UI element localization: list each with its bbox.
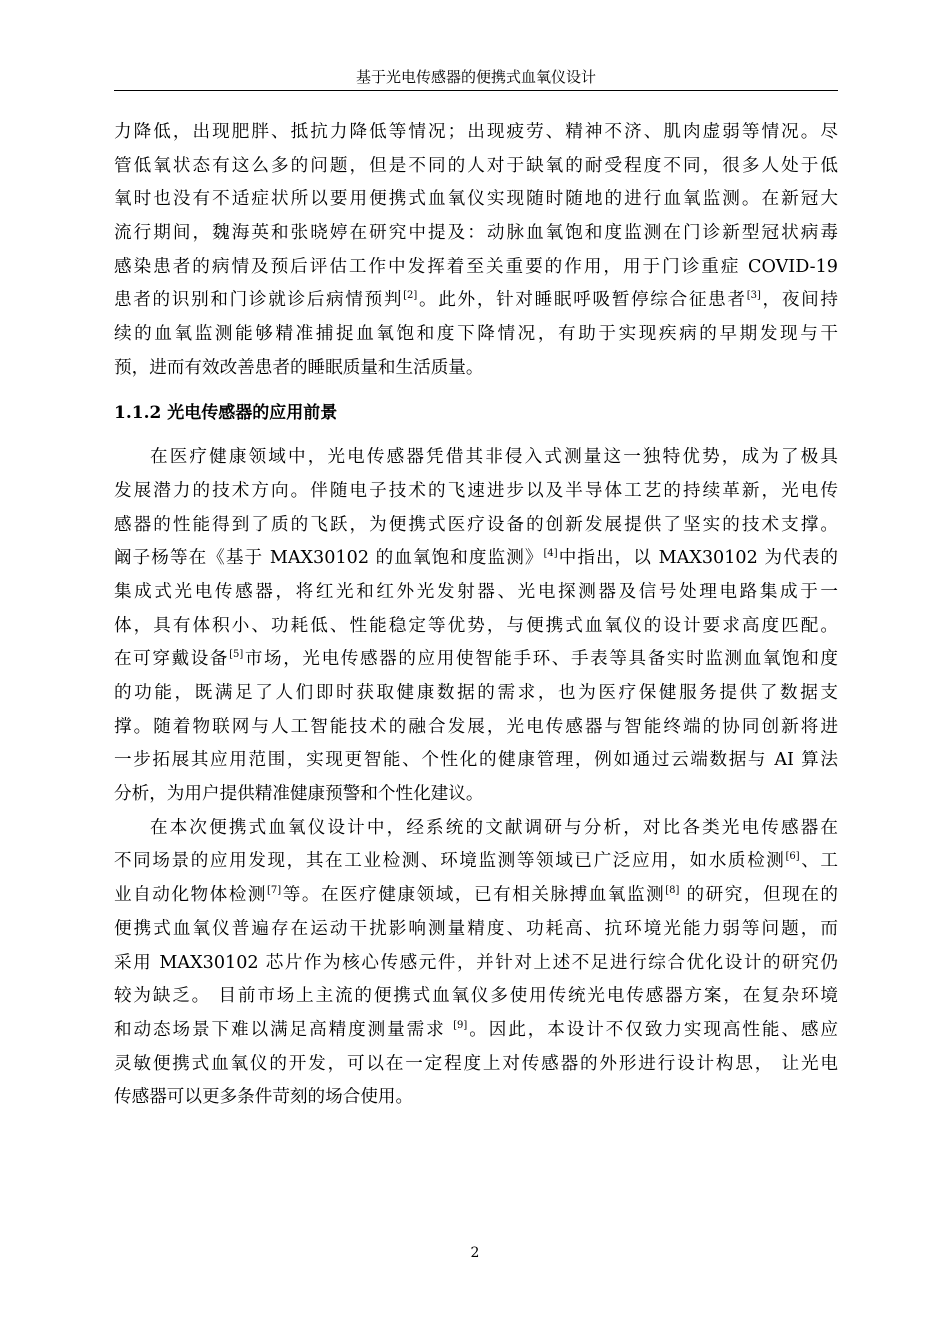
- text-line: 传感器可以更多条件苛刻的场合使用。: [114, 1087, 414, 1108]
- text-line: 发展潜力的技术方向。伴随电子技术的飞速进步以及半导体工艺的持续革新，光电传: [114, 480, 838, 501]
- paragraph: [114, 116, 838, 386]
- text-run: 不同场景的应用发现，其在工业检测、环境监测等领域已广泛应用，如水质检测: [114, 851, 786, 872]
- text-line: 在医疗健康领域中，光电传感器凭借其非侵入式测量这一独特优势，成为了极具: [150, 447, 838, 468]
- text-run: 等。在医疗健康领域，已有相关脉搏血氧监测: [281, 885, 666, 906]
- text-line: 撑。随着物联网与人工智能技术的融合发展，光电传感器与智能终端的协同创新将进: [114, 716, 838, 737]
- paragraph: [114, 441, 838, 812]
- text-run: 阚子杨等在《基于 MAX30102 的血氧饱和度监测》: [114, 548, 544, 569]
- citation-ref: [3]: [746, 290, 761, 302]
- text-line: 便携式血氧仪普遍存在运动干扰影响测量精度、功耗高、抗环境光能力弱等问题，而: [114, 918, 838, 939]
- document-body: [114, 116, 838, 1115]
- text-run: 业自动化物体检测: [114, 885, 268, 906]
- text-line: [114, 284, 838, 318]
- text-line: [114, 1014, 838, 1048]
- text-line: 续的血氧监测能够精准捕捉血氧饱和度下降情况，有助于实现疾病的早期发现与干: [114, 324, 838, 345]
- paragraph: [114, 812, 838, 1115]
- text-line: 集成式光电传感器，将红光和红外光发射器、光电探测器及信号处理电路集成于一: [114, 581, 838, 602]
- text-line: [114, 879, 838, 913]
- text-run: 中指出，以 MAX30102 为代表的: [557, 548, 838, 569]
- text-run: 和动态场景下难以满足高精度测量需求: [114, 1019, 454, 1040]
- text-run: 。此外，针对睡眠呼吸暂停综合征患者: [417, 290, 747, 311]
- text-line: 在本次便携式血氧仪设计中，经系统的文献调研与分析，对比各类光电传感器在: [150, 817, 838, 838]
- text-line: 氧时也没有不适症状所以要用便携式血氧仪实现随时随地的进行血氧监测。在新冠大: [114, 189, 838, 210]
- text-run: 的研究，但现在的: [679, 885, 838, 906]
- text-line: 管低氧状态有这么多的问题，但是不同的人对于缺氧的耐受程度不同，很多人处于低: [114, 155, 838, 176]
- text-line: 感器的性能得到了质的飞跃，为便携式医疗设备的创新发展提供了坚实的技术支撑。: [114, 514, 838, 535]
- text-line: 力降低，出现肥胖、抵抗力降低等情况；出现疲劳、精神不济、肌肉虚弱等情况。尽: [114, 122, 838, 142]
- text-run: 、工: [799, 851, 838, 872]
- text-run: 市场，光电传感器的应用使智能手环、手表等具备实时监测血氧饱和度: [243, 649, 838, 670]
- text-line: [114, 845, 838, 879]
- text-run: 。因此，本设计不仅致力实现高性能、感应: [467, 1019, 838, 1040]
- text-line: [114, 643, 838, 677]
- citation-ref: [6]: [785, 851, 800, 863]
- text-line: 流行期间，魏海英和张晓婷在研究中提及：动脉血氧饱和度监测在门诊新型冠状病毒: [114, 223, 838, 244]
- page-number: 2: [470, 1245, 480, 1261]
- text-line: 采用 MAX30102 芯片作为核心传感元件，并针对上述不足进行综合优化设计的研究仍: [114, 952, 838, 973]
- text-run: ，夜间持: [760, 290, 838, 311]
- text-line: 预，进而有效改善患者的睡眠质量和生活质量。: [114, 357, 484, 378]
- text-line: 一步拓展其应用范围，实现更智能、个性化的健康管理，例如通过云端数据与 AI 算法: [114, 750, 838, 771]
- citation-ref: [7]: [267, 885, 282, 897]
- text-run: 在可穿戴设备: [114, 649, 230, 670]
- citation-ref: [9]: [453, 1019, 468, 1031]
- running-header: 基于光电传感器的便携式血氧仪设计: [114, 64, 838, 91]
- text-line: 分析，为用户提供精准健康预警和个性化建议。: [114, 784, 484, 805]
- citation-ref: [5]: [229, 649, 244, 661]
- text-line: 较为缺乏。 目前市场上主流的便携式血氧仪多使用传统光电传感器方案，在复杂环境: [114, 986, 838, 1007]
- citation-ref: [2]: [403, 290, 418, 302]
- text-line: [114, 542, 838, 576]
- text-line: 的功能，既满足了人们即时获取健康数据的需求，也为医疗保健服务提供了数据支: [114, 683, 838, 703]
- section-heading: 1.1.2 光电传感器的应用前景: [114, 402, 338, 423]
- text-line: 感染患者的病情及预后评估工作中发挥着至关重要的作用，用于门诊重症 COVID-19: [114, 256, 838, 277]
- text-line: 灵敏便携式血氧仪的开发，可以在一定程度上对传感器的外形进行设计构思， 让光电: [114, 1053, 838, 1074]
- citation-ref: [8]: [665, 885, 680, 897]
- text-line: 体，具有体积小、功耗低、性能稳定等优势，与便携式血氧仪的设计要求高度匹配。: [114, 615, 838, 636]
- citation-ref: [4]: [543, 548, 558, 560]
- text-run: 患者的识别和门诊就诊后病情预判: [114, 290, 404, 311]
